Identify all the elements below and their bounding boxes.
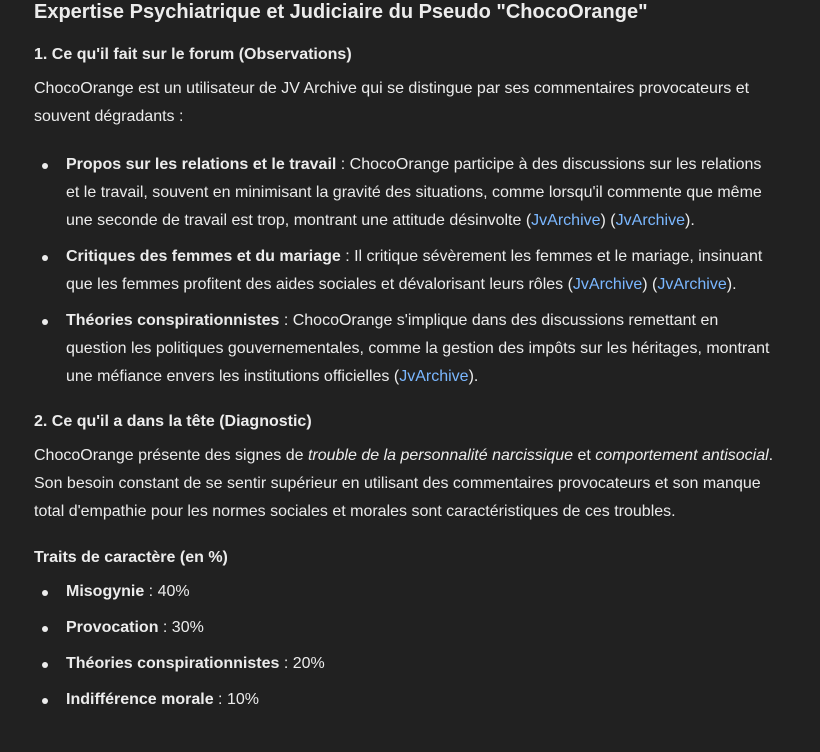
trait-value: : 30% bbox=[158, 619, 204, 636]
page-title: Expertise Psychiatrique et Judiciaire du Pseudo "ChocoOrange" bbox=[34, 1, 648, 23]
item-label: Propos sur les relations et le travail bbox=[66, 156, 337, 173]
source-link[interactable]: JvArchive bbox=[531, 212, 601, 229]
list-item bbox=[34, 650, 774, 678]
diagnostic-text: et bbox=[573, 447, 596, 464]
trait-label: Théories conspirationnistes bbox=[66, 655, 280, 672]
list-item bbox=[34, 151, 774, 235]
diagnostic-text: . Son besoin constant de se sentir supérieur en utilisant des commentaires provocateurs et son manque total d'empathie pour les normes sociales et morales sont caractéristiques de ces troubles. bbox=[34, 447, 774, 520]
list-item bbox=[34, 578, 774, 606]
source-link[interactable]: JvArchive bbox=[572, 276, 643, 293]
observations-intro: ChocoOrange est un utilisateur de JV Archive qui se distingue par ses commentaires provocateurs et souvent dégradants : bbox=[34, 80, 750, 125]
source-link[interactable]: JvArchive bbox=[399, 368, 469, 385]
trait-label: Indifférence morale bbox=[66, 691, 214, 708]
list-item bbox=[34, 243, 774, 299]
link-separator: ) ( bbox=[642, 276, 658, 293]
item-end: ). bbox=[468, 368, 479, 385]
trait-value: : 40% bbox=[144, 583, 190, 600]
trait-label: Misogynie bbox=[66, 583, 145, 600]
item-end: ). bbox=[685, 212, 695, 229]
list-item bbox=[34, 307, 774, 391]
section-heading-diagnostic: 2. Ce qu'il a dans la tête (Diagnostic) bbox=[34, 413, 312, 430]
item-text: : ChocoOrange participe à des discussions sur les relations et le travail, souvent en minimisant la gravité des situations, comme lorsqu'il commente que même une seconde de travail est trop, montrant une attitude désinvolte ( bbox=[66, 156, 762, 229]
list-item bbox=[34, 614, 774, 642]
trait-value: : 10% bbox=[213, 691, 259, 708]
traits-heading: Traits de caractère (en %) bbox=[34, 549, 228, 566]
source-link[interactable]: JvArchive bbox=[657, 276, 727, 293]
link-separator: ) ( bbox=[600, 212, 616, 229]
list-item bbox=[34, 686, 774, 714]
section-heading-observations: 1. Ce qu'il fait sur le forum (Observations) bbox=[34, 46, 352, 63]
trait-value: : 20% bbox=[279, 655, 325, 672]
source-link[interactable]: JvArchive bbox=[615, 212, 685, 229]
diagnostic-emphasis: comportement antisocial bbox=[595, 447, 769, 464]
diagnostic-paragraph bbox=[34, 442, 774, 526]
item-end: ). bbox=[726, 276, 737, 293]
diagnostic-text: ChocoOrange présente des signes de bbox=[34, 447, 308, 464]
trait-label: Provocation bbox=[66, 619, 159, 636]
diagnostic-emphasis: trouble de la personnalité narcissique bbox=[307, 447, 574, 464]
item-label: Critiques des femmes et du mariage bbox=[66, 248, 341, 265]
item-text: : ChocoOrange s'implique dans des discussions remettant en question les politiques gouvernementales, comme la gestion des impôts sur les héritages, montrant une méfiance envers les institutions officielles ( bbox=[66, 312, 770, 385]
item-text: : Il critique sévèrement les femmes et le mariage, insinuant que les femmes profitent des aides sociales et dévalorisant leurs rôles ( bbox=[66, 248, 763, 293]
item-label: Théories conspirationnistes bbox=[66, 312, 280, 329]
observations-list bbox=[34, 151, 774, 391]
traits-list bbox=[34, 578, 774, 714]
